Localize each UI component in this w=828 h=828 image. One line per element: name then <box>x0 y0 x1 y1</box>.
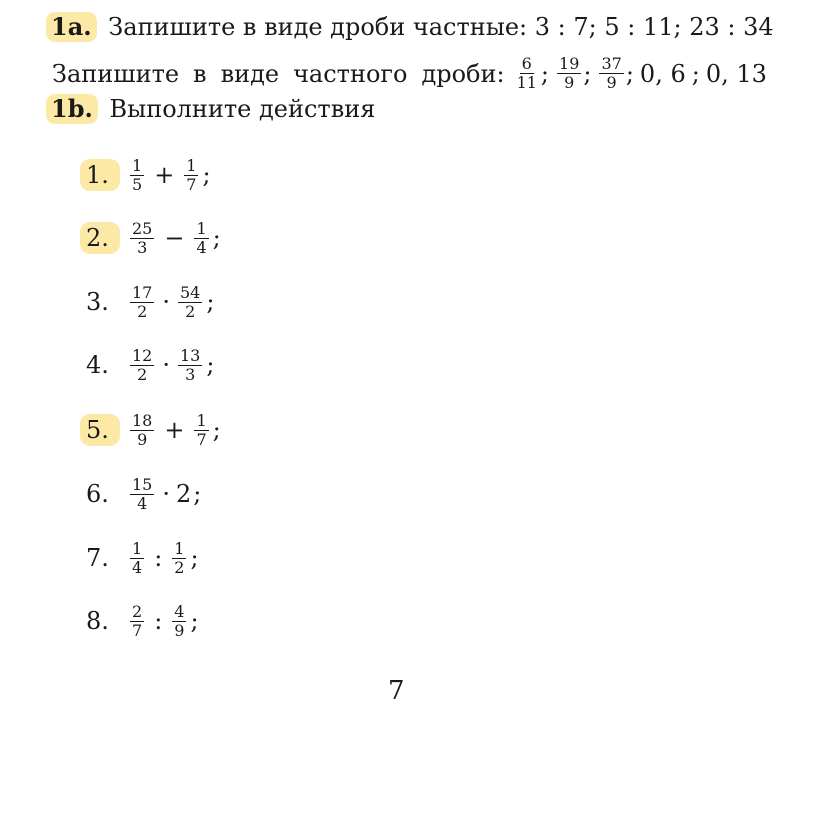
fraction-numerator: 1 <box>174 538 185 558</box>
line2-word: виде <box>220 59 280 88</box>
task-1a-label: 1a. <box>46 12 97 42</box>
fraction-denominator: 4 <box>137 493 148 513</box>
fraction-numerator: 1 <box>196 410 207 430</box>
task-1b-line <box>52 94 375 124</box>
fraction-denominator: 7 <box>196 429 207 449</box>
fraction <box>172 601 186 640</box>
fraction-numerator: 19 <box>559 54 580 73</box>
fraction-numerator: 1 <box>196 218 207 238</box>
fraction-denominator: 9 <box>174 620 185 640</box>
fraction-numerator: 2 <box>132 601 143 621</box>
semicolon: ; <box>212 416 221 444</box>
operator: : <box>154 544 163 572</box>
fraction <box>130 155 144 194</box>
exercise-number: 3. <box>86 288 109 316</box>
fraction-denominator: 5 <box>132 174 143 194</box>
exercise-item <box>80 599 199 643</box>
fraction-denominator: 2 <box>137 301 148 321</box>
semicolon: ; <box>212 224 221 252</box>
fraction <box>184 155 198 194</box>
exercise-number: 4. <box>86 351 109 379</box>
exercise-item <box>80 536 199 580</box>
fraction <box>178 345 202 384</box>
fraction-numerator: 1 <box>132 155 143 175</box>
fraction <box>515 56 539 91</box>
fraction <box>130 410 154 449</box>
operator: − <box>164 224 185 252</box>
operator: : <box>154 607 163 635</box>
exercise-item <box>80 153 211 197</box>
decimal-value: 0, 13 <box>705 59 767 88</box>
operator: + <box>164 416 185 444</box>
fraction-denominator: 11 <box>516 73 537 92</box>
exercise-item <box>80 280 214 324</box>
operator: · <box>162 480 170 508</box>
exercise-number: 8. <box>86 607 109 635</box>
fraction <box>194 218 208 257</box>
fraction-numerator: 37 <box>601 54 622 73</box>
exercise-item <box>80 216 221 260</box>
fraction-denominator: 7 <box>132 620 143 640</box>
line2-word: Запишите <box>52 59 180 88</box>
fraction <box>130 538 144 577</box>
fraction-denominator: 2 <box>174 557 185 577</box>
line2-word: дроби: <box>421 59 505 88</box>
fraction-denominator: 9 <box>564 73 575 92</box>
fraction-denominator: 7 <box>186 174 197 194</box>
fraction <box>178 282 202 321</box>
fraction-numerator: 12 <box>132 345 153 365</box>
fraction-denominator: 9 <box>606 73 617 92</box>
exercise-number: 7. <box>86 544 109 572</box>
separator: ; <box>583 59 592 88</box>
exercise-item <box>80 408 221 452</box>
task-1a-line <box>52 12 774 42</box>
fraction-denominator: 2 <box>137 364 148 384</box>
fraction-numerator: 6 <box>521 54 532 73</box>
operator: · <box>162 351 170 379</box>
fraction <box>130 218 154 257</box>
fraction-denominator: 9 <box>137 429 148 449</box>
task-1a-fractions-line <box>52 54 767 92</box>
fraction <box>130 474 154 513</box>
page-number: 7 <box>388 676 405 706</box>
exercise-number: 2. <box>80 222 120 254</box>
semicolon: ; <box>190 544 199 572</box>
fraction-denominator: 3 <box>137 237 148 257</box>
fraction-numerator: 17 <box>132 282 153 302</box>
fraction <box>130 345 154 384</box>
exercise-number: 5. <box>80 414 120 446</box>
separator: ; <box>540 59 550 88</box>
semicolon: ; <box>206 351 215 379</box>
operator: + <box>154 161 175 189</box>
fraction-numerator: 4 <box>174 601 185 621</box>
fraction-denominator: 3 <box>185 364 196 384</box>
fraction-numerator: 13 <box>180 345 201 365</box>
fraction-denominator: 4 <box>132 557 143 577</box>
task-1b-label: 1b. <box>46 94 98 124</box>
fraction <box>557 56 581 91</box>
task-1a-prompt: Запишите в виде дроби частные: <box>108 13 528 41</box>
fraction-numerator: 54 <box>180 282 201 302</box>
exercise-number: 1. <box>80 159 120 191</box>
semicolon: ; <box>202 161 211 189</box>
task-1a-quotients: 3 : 7; 5 : 11; 23 : 34 <box>534 13 774 41</box>
decimal-value: 0, 6 <box>639 59 686 88</box>
fraction-numerator: 1 <box>132 538 143 558</box>
fraction-denominator: 4 <box>196 237 207 257</box>
task-1b-prompt: Выполните действия <box>109 95 376 123</box>
semicolon: ; <box>206 288 215 316</box>
exercise-item <box>80 472 201 516</box>
fraction <box>194 410 208 449</box>
fraction <box>172 538 186 577</box>
fraction-denominator: 2 <box>185 301 196 321</box>
fraction-numerator: 25 <box>132 218 153 238</box>
fraction-numerator: 1 <box>186 155 197 175</box>
fraction-numerator: 18 <box>132 410 153 430</box>
fraction <box>130 601 144 640</box>
integer-operand: 2 <box>176 480 192 508</box>
separator: ; <box>625 59 634 88</box>
separator: ; <box>691 59 700 88</box>
semicolon: ; <box>190 607 199 635</box>
exercise-item <box>80 343 214 387</box>
line2-word: в <box>193 59 207 88</box>
fraction <box>599 56 623 91</box>
exercise-number: 6. <box>86 480 109 508</box>
fraction <box>130 282 154 321</box>
fraction-numerator: 15 <box>132 474 153 494</box>
operator: · <box>162 288 170 316</box>
line2-word: частного <box>293 59 408 88</box>
semicolon: ; <box>193 480 202 508</box>
